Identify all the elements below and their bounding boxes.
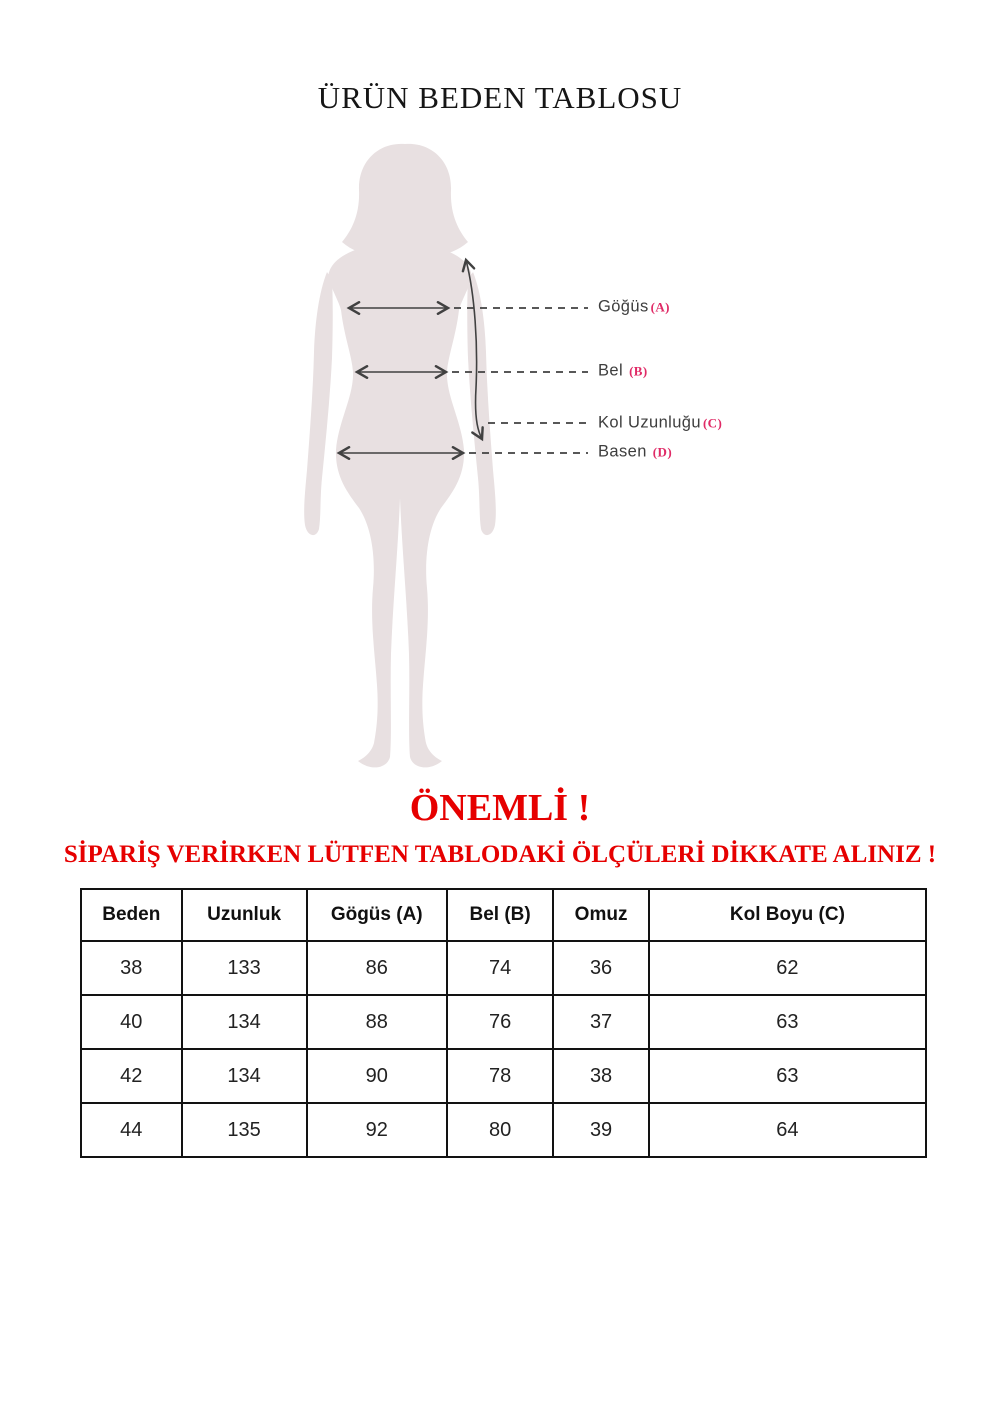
label-basen [598, 443, 672, 462]
label-gogus-code: (A) [650, 299, 670, 315]
size-table-body [81, 941, 926, 1157]
size-table-cell: 64 [649, 1103, 926, 1157]
size-table-head [81, 889, 926, 941]
measurement-diagram [280, 130, 590, 770]
size-table-header-cell: Bel (B) [447, 889, 553, 941]
body-silhouette-svg [280, 130, 590, 770]
size-table-cell: 42 [81, 1049, 182, 1103]
size-table-cell: 36 [553, 941, 648, 995]
size-table-cell: 62 [649, 941, 926, 995]
size-table-cell: 90 [307, 1049, 447, 1103]
size-table-header-cell: Uzunluk [182, 889, 307, 941]
size-table-cell: 44 [81, 1103, 182, 1157]
size-table-cell: 133 [182, 941, 307, 995]
size-table-cell: 134 [182, 1049, 307, 1103]
label-gogus-text: Göğüs [598, 297, 649, 316]
warning-text: SİPARİŞ VERİRKEN LÜTFEN TABLODAKİ ÖLÇÜLERİ DİKKATE ALINIZ ! [63, 841, 937, 868]
label-basen-code: (D) [652, 444, 673, 460]
size-table-cell: 76 [447, 995, 553, 1049]
size-table-cell: 86 [307, 941, 447, 995]
label-kol-uzunlugu-code: (C) [702, 415, 723, 431]
label-kol-uzunlugu [598, 414, 722, 433]
size-table-cell: 40 [81, 995, 182, 1049]
size-table-cell: 80 [447, 1103, 553, 1157]
label-kol-uzunlugu-text: Kol Uzunluğu [598, 413, 701, 432]
page-title: ÜRÜN BEDEN TABLOSU [317, 80, 683, 115]
size-table-cell: 37 [553, 995, 648, 1049]
size-table-header-cell: Omuz [553, 889, 648, 941]
size-table-header-row [81, 889, 926, 941]
size-table-header-cell: Gögüs (A) [307, 889, 447, 941]
size-table-cell: 63 [649, 1049, 926, 1103]
size-table-cell: 39 [553, 1103, 648, 1157]
size-table-cell: 135 [182, 1103, 307, 1157]
size-table-row [81, 995, 926, 1049]
notice-heading: ÖNEMLİ ! [409, 787, 591, 829]
label-bel-text: Bel [598, 361, 624, 380]
size-table-cell: 38 [553, 1049, 648, 1103]
size-table-row [81, 941, 926, 995]
size-table-cell: 92 [307, 1103, 447, 1157]
label-bel [598, 362, 648, 381]
size-table-cell: 38 [81, 941, 182, 995]
label-bel-code: (B) [629, 363, 648, 379]
female-silhouette [304, 144, 496, 768]
size-table-row [81, 1049, 926, 1103]
label-gogus [598, 298, 670, 317]
label-basen-text: Basen [598, 442, 647, 461]
size-table-cell: 74 [447, 941, 553, 995]
size-table [80, 888, 927, 1158]
size-table-cell: 134 [182, 995, 307, 1049]
size-table-cell: 78 [447, 1049, 553, 1103]
size-table-cell: 88 [307, 995, 447, 1049]
size-table-header-cell: Kol Boyu (C) [649, 889, 926, 941]
size-table-row [81, 1103, 926, 1157]
size-table-header-cell: Beden [81, 889, 182, 941]
size-table-cell: 63 [649, 995, 926, 1049]
